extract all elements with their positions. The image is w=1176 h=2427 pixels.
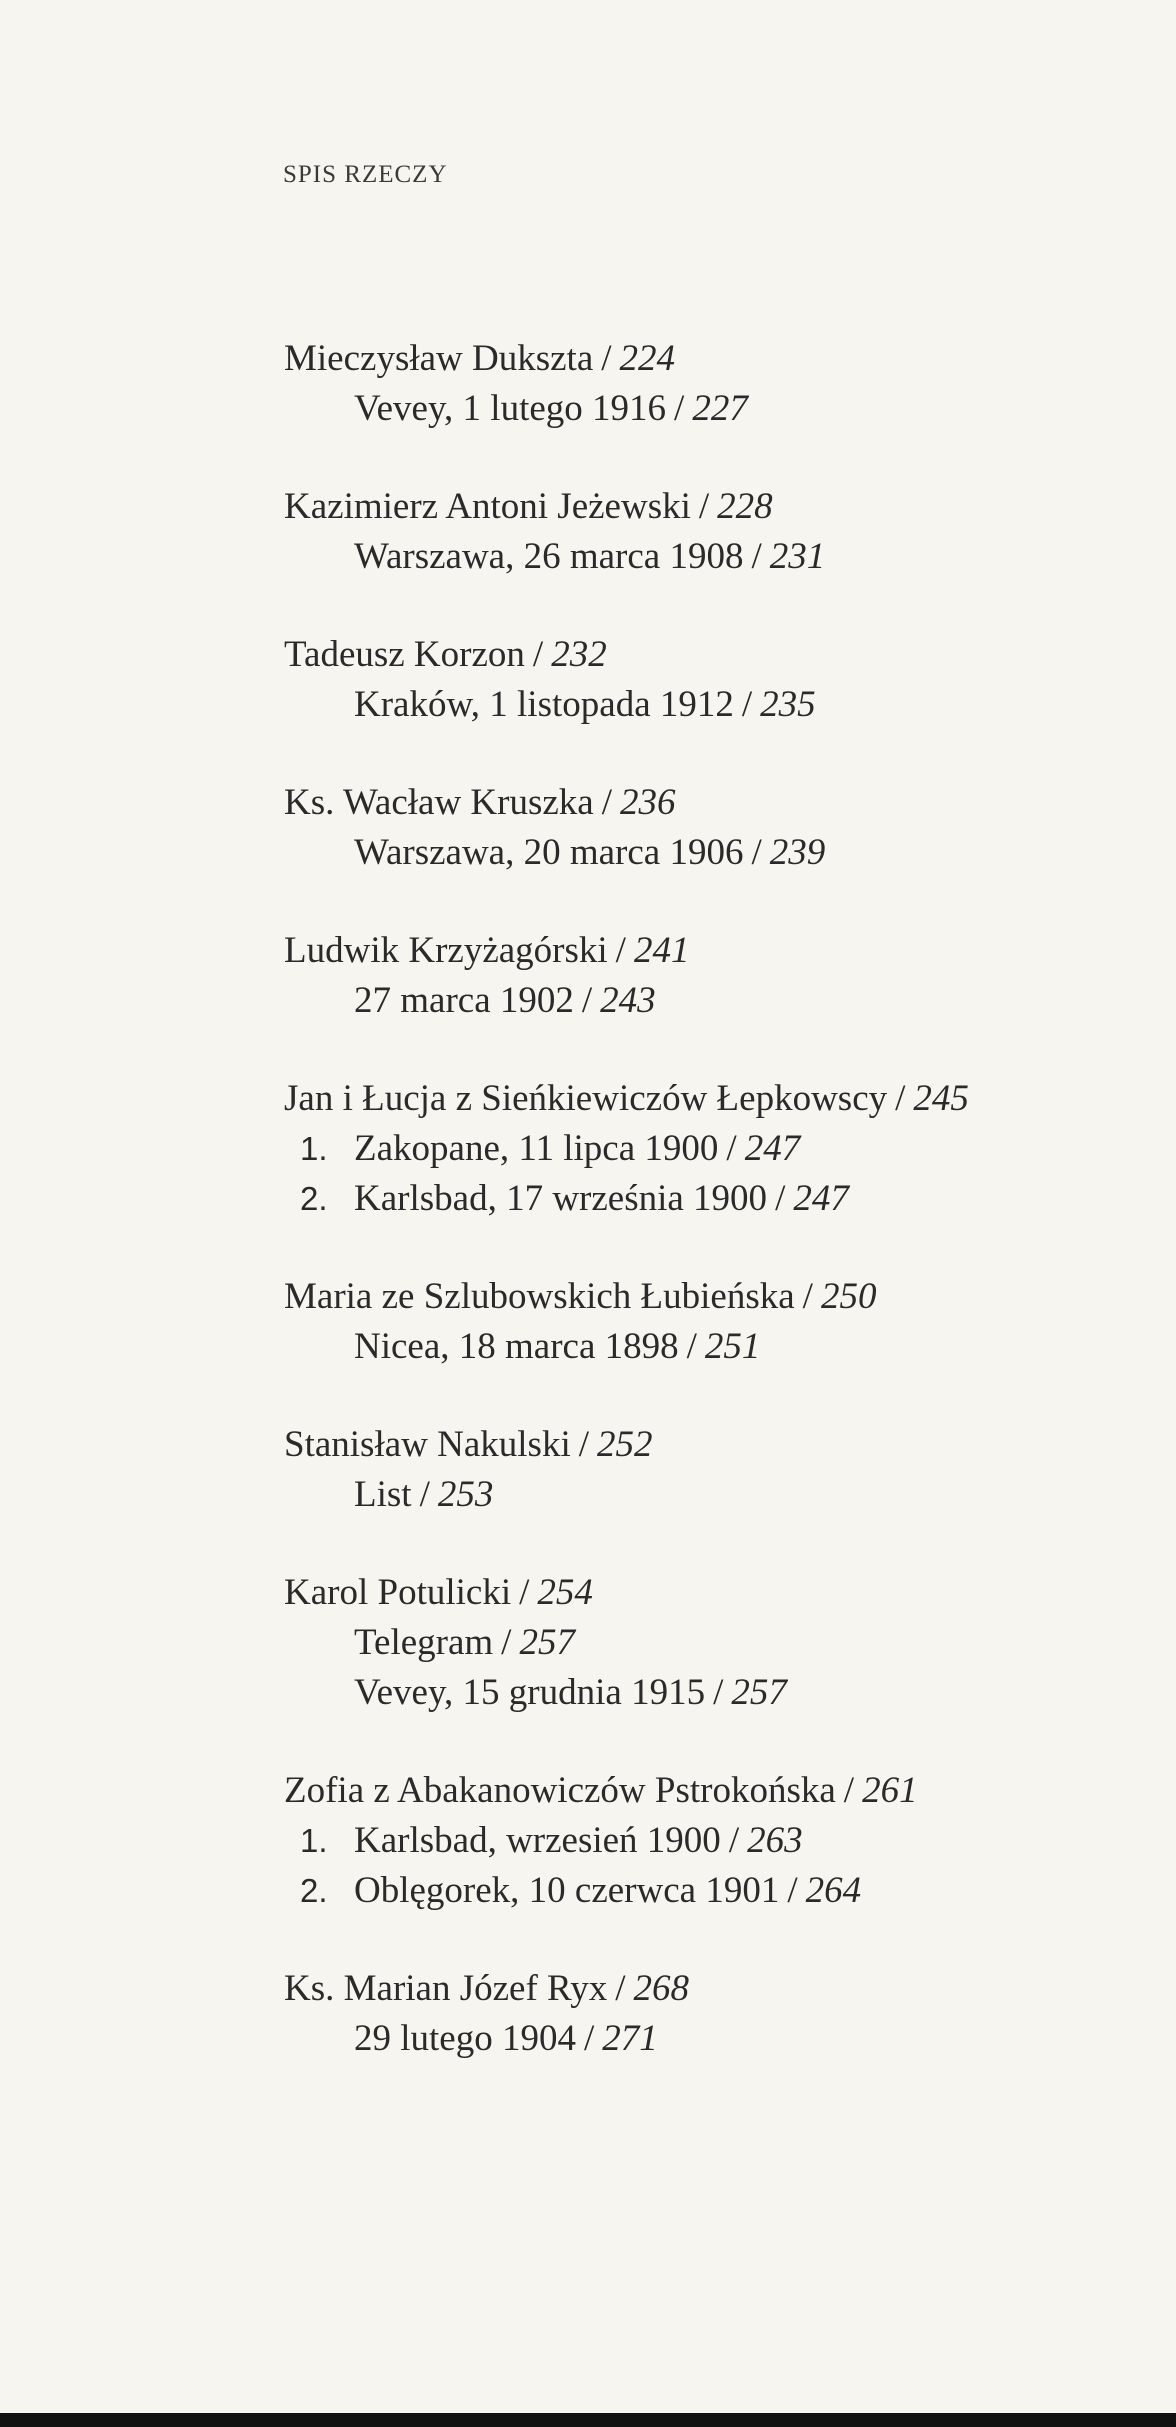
page-number: 254: [537, 1572, 593, 1613]
separator: /: [532, 634, 544, 675]
separator: /: [895, 1078, 906, 1119]
toc-entry: [284, 1964, 1144, 2064]
page-number: 253: [437, 1474, 494, 1515]
toc-entry: [284, 630, 1144, 730]
toc-author-line: [284, 334, 1144, 384]
page-number: 227: [692, 388, 748, 429]
author-name: Mieczysław Dukszta: [284, 338, 594, 379]
toc-letter-line: [284, 1668, 1144, 1718]
separator: /: [728, 1820, 740, 1861]
toc-letter-line: [284, 532, 1144, 582]
author-name: Kazimierz Antoni Jeżewski: [284, 486, 691, 527]
page-number: 245: [913, 1078, 969, 1119]
separator: /: [802, 1276, 813, 1317]
page-number: 235: [760, 684, 816, 725]
toc-letter-line: [284, 828, 1144, 878]
page-number: 257: [519, 1622, 575, 1663]
letter-number: 1.: [300, 1130, 328, 1167]
separator: /: [581, 980, 593, 1021]
page-number: 257: [731, 1672, 787, 1713]
separator: /: [787, 1870, 798, 1911]
separator: /: [501, 1622, 512, 1663]
separator: /: [674, 388, 685, 429]
letter-title: Vevey, 1 lutego 1916: [354, 388, 667, 429]
page-number: 251: [704, 1326, 761, 1367]
page-number: 224: [619, 338, 676, 379]
page-number: 232: [551, 634, 607, 675]
page-number: 247: [744, 1128, 801, 1169]
toc-letter-line: [284, 1470, 1144, 1520]
page-number: 264: [805, 1870, 862, 1911]
letter-number: 1.: [300, 1822, 328, 1859]
toc-author-line: [284, 1964, 1144, 2014]
toc-letter-line: [284, 680, 1144, 730]
author-name: Zofia z Abakanowiczów Pstrokońska: [284, 1770, 836, 1811]
page-number: 250: [820, 1276, 877, 1317]
letter-title: Zakopane, 11 lipca 1900: [354, 1128, 719, 1169]
toc-letter-line: [284, 1816, 1144, 1866]
letter-title: Karlsbad, 17 września 1900: [354, 1178, 768, 1219]
author-name: Tadeusz Korzon: [284, 634, 525, 675]
separator: /: [601, 338, 612, 379]
toc-entry: [284, 778, 1144, 878]
separator: /: [519, 1572, 530, 1613]
toc-letter-line: [284, 384, 1144, 434]
table-of-contents: [284, 334, 1144, 2112]
toc-letter-line: [284, 1618, 1144, 1668]
toc-author-line: [284, 778, 1144, 828]
author-name: Jan i Łucja z Sieńkiewiczów Łepkowscy: [284, 1078, 888, 1119]
letter-title: Karlsbad, wrzesień 1900: [354, 1820, 721, 1861]
author-name: Ks. Marian Józef Ryx: [284, 1968, 608, 2009]
letter-title: Vevey, 15 grudnia 1915: [354, 1672, 706, 1713]
author-name: Ludwik Krzyżagórski: [284, 930, 608, 971]
toc-author-line: [284, 926, 1144, 976]
author-name: Maria ze Szlubowskich Łubieńska: [284, 1276, 795, 1317]
toc-letter-line: [284, 976, 1144, 1026]
separator: /: [615, 930, 626, 971]
toc-entry: [284, 482, 1144, 582]
letter-number: 2.: [300, 1180, 328, 1217]
page-number: 252: [597, 1424, 653, 1465]
toc-author-line: [284, 482, 1144, 532]
toc-author-line: [284, 1074, 1144, 1124]
separator: /: [419, 1474, 430, 1515]
page-number: 261: [862, 1770, 918, 1811]
page-number: 231: [769, 536, 826, 577]
toc-letter-line: [284, 1322, 1144, 1372]
toc-letter-line: [284, 1866, 1144, 1916]
letter-title: 29 lutego 1904: [354, 2018, 576, 2059]
author-name: Karol Potulicki: [284, 1572, 512, 1613]
letter-number: 2.: [300, 1872, 328, 1909]
toc-author-line: [284, 630, 1144, 680]
toc-author-line: [284, 1568, 1144, 1618]
separator: /: [583, 2018, 595, 2059]
toc-letter-line: [284, 1174, 1144, 1224]
toc-letter-line: [284, 1124, 1144, 1174]
page-number: 236: [620, 782, 676, 823]
letter-title: Kraków, 1 listopada 1912: [354, 684, 734, 725]
scan-edge-bar: [0, 2413, 1176, 2427]
page-number: 268: [633, 1968, 690, 2009]
page-number: 271: [602, 2018, 658, 2059]
author-name: Stanisław Nakulski: [284, 1424, 571, 1465]
author-name: Ks. Wacław Kruszka: [284, 782, 594, 823]
toc-author-line: [284, 1272, 1144, 1322]
letter-title: Warszawa, 20 marca 1906: [354, 832, 744, 873]
toc-entry: [284, 1074, 1144, 1224]
letter-title: Oblęgorek, 10 czerwca 1901: [354, 1870, 780, 1911]
toc-entry: [284, 1766, 1144, 1916]
toc-entry: [284, 334, 1144, 434]
toc-entry: [284, 1420, 1144, 1520]
toc-letter-line: [284, 2014, 1144, 2064]
toc-entry: [284, 926, 1144, 1026]
toc-entry: [284, 1272, 1144, 1372]
separator: /: [775, 1178, 786, 1219]
separator: /: [751, 536, 762, 577]
separator: /: [698, 486, 710, 527]
page-number: 247: [793, 1178, 849, 1219]
page-number: 241: [633, 930, 690, 971]
page-number: 228: [717, 486, 773, 527]
separator: /: [741, 684, 753, 725]
toc-author-line: [284, 1766, 1144, 1816]
letter-title: List: [354, 1474, 412, 1515]
toc-author-line: [284, 1420, 1144, 1470]
separator: /: [751, 832, 762, 873]
page-number: 243: [600, 980, 656, 1021]
separator: /: [615, 1968, 626, 2009]
separator: /: [843, 1770, 855, 1811]
page-number: 263: [747, 1820, 803, 1861]
separator: /: [578, 1424, 590, 1465]
separator: /: [686, 1326, 697, 1367]
letter-title: Nicea, 18 marca 1898: [354, 1326, 679, 1367]
separator: /: [713, 1672, 724, 1713]
toc-entry: [284, 1568, 1144, 1718]
separator: /: [601, 782, 612, 823]
page-number: 239: [769, 832, 826, 873]
separator: /: [726, 1128, 737, 1169]
letter-title: 27 marca 1902: [354, 980, 574, 1021]
letter-title: Warszawa, 26 marca 1908: [354, 536, 744, 577]
letter-title: Telegram: [354, 1622, 494, 1663]
page-header: SPIS RZECZY: [283, 161, 448, 188]
